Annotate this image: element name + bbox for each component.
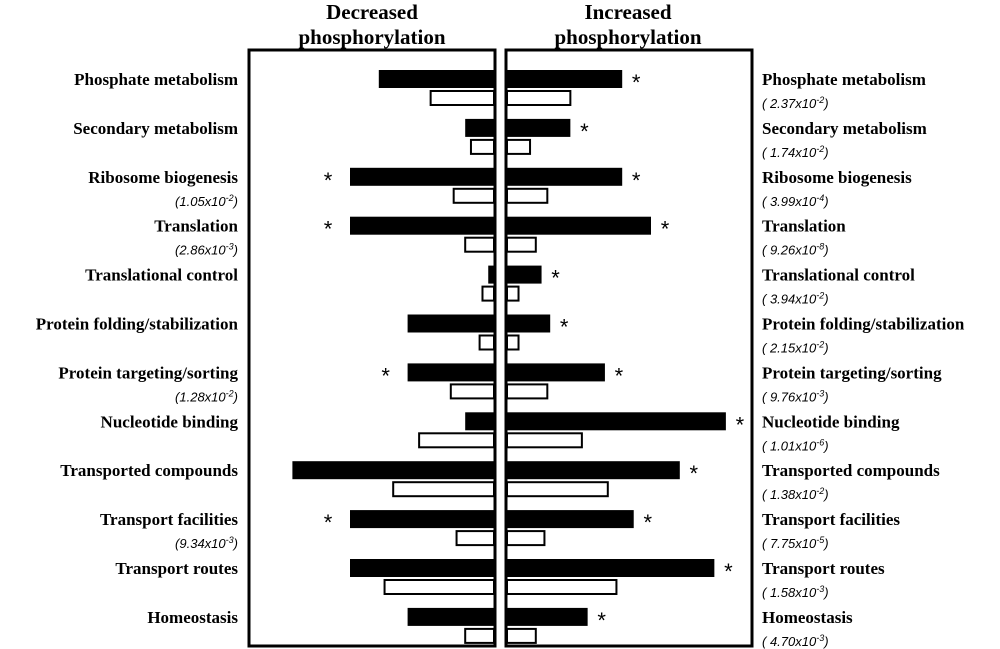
left-pvalue: $(1.28x10^{-2})$ (175, 388, 238, 405)
left-expected-bar (393, 482, 494, 496)
left-significance-marker: * (381, 363, 390, 389)
left-expected-bar (465, 629, 494, 643)
left-category-label: Transported compounds (60, 461, 238, 481)
right-category-label: Transport facilities (762, 510, 901, 530)
right-observed-bar (507, 217, 651, 235)
left-observed-bar (350, 510, 494, 528)
right-observed-bar (507, 608, 588, 626)
right-pvalue: ( $3.94x10^{-2}$) (762, 290, 829, 307)
left-observed-bar (465, 119, 494, 137)
right-expected-bar (507, 91, 570, 105)
left-category-label: Secondary metabolism (73, 118, 238, 138)
right-expected-bar (507, 580, 616, 594)
left-category-label: Protein targeting/sorting (58, 363, 238, 383)
right-category-label: Translation (762, 216, 846, 236)
left-pvalue: $(2.86x10^{-3})$ (175, 241, 238, 258)
left-expected-bar (431, 91, 494, 105)
right-expected-bar (507, 238, 536, 252)
right-observed-bar (507, 510, 634, 528)
left-significance-marker: * (323, 216, 333, 242)
right-significance-marker: * (559, 314, 569, 340)
right-category-label: Translational control (762, 265, 915, 285)
right-significance-marker: * (551, 265, 560, 291)
right-significance-marker: * (597, 607, 606, 633)
left-expected-bar (457, 531, 494, 545)
left-header-line2: phosphorylation (298, 25, 446, 49)
right-significance-marker: * (631, 70, 641, 95)
right-category-label: Transported compounds (762, 461, 940, 481)
right-pvalue: ( $4.70x10^{-3}$) (762, 632, 829, 649)
left-expected-bar (385, 580, 494, 594)
right-pvalue: ( $2.15x10^{-2}$) (762, 339, 829, 356)
left-observed-bar (488, 266, 494, 284)
right-expected-bar (507, 189, 547, 203)
left-category-label: Transport facilities (99, 510, 238, 530)
right-expected-bar (507, 531, 544, 545)
left-category-label: Nucleotide binding (100, 412, 238, 432)
left-category-label: Protein folding/stabilization (35, 314, 238, 334)
left-expected-bar (482, 287, 494, 301)
left-category-label: Translation (154, 216, 238, 236)
right-pvalue: ( $7.75x10^{-5}$) (762, 535, 829, 552)
left-significance-marker: * (323, 167, 333, 193)
left-significance-marker: * (323, 510, 333, 536)
right-expected-bar (507, 336, 519, 350)
right-observed-bar (507, 168, 622, 186)
right-observed-bar (507, 363, 605, 381)
right-pvalue: ( $9.76x10^{-3}$) (762, 388, 829, 405)
right-category-label: Protein targeting/sorting (762, 363, 942, 383)
right-significance-marker: * (580, 118, 589, 144)
right-panel-frame (506, 50, 752, 646)
right-expected-bar (507, 629, 536, 643)
right-category-label: Phosphate metabolism (762, 70, 926, 89)
right-observed-bar (507, 461, 680, 479)
right-expected-bar (507, 140, 530, 154)
left-category-label: Ribosome biogenesis (88, 167, 238, 187)
left-category-label: Translational control (85, 265, 238, 285)
left-expected-bar (465, 238, 494, 252)
left-observed-bar (408, 363, 494, 381)
right-significance-marker: * (614, 363, 624, 389)
left-pvalue: $(9.34x10^{-3})$ (175, 535, 238, 552)
left-category-label: Phosphate metabolism (74, 70, 238, 89)
left-observed-bar (350, 217, 494, 235)
right-header-line2: phosphorylation (554, 25, 702, 49)
right-pvalue: ( $1.74x10^{-2}$) (762, 143, 829, 160)
left-expected-bar (451, 384, 494, 398)
right-category-label: Secondary metabolism (762, 118, 927, 138)
left-observed-bar (408, 608, 494, 626)
left-observed-bar (379, 70, 494, 88)
right-observed-bar (507, 266, 542, 284)
right-category-label: Nucleotide binding (762, 412, 900, 432)
right-category-label: Ribosome biogenesis (762, 167, 912, 187)
right-significance-marker: * (724, 559, 733, 584)
right-significance-marker: * (689, 461, 699, 487)
right-observed-bar (507, 412, 726, 430)
left-header-line1: Decreased (326, 0, 418, 24)
left-category-label: Transport routes (115, 559, 238, 578)
left-panel-frame (249, 50, 495, 646)
left-expected-bar (454, 189, 494, 203)
right-expected-bar (507, 384, 547, 398)
right-observed-bar (507, 70, 622, 88)
right-expected-bar (507, 433, 582, 447)
right-category-label: Protein folding/stabilization (762, 314, 965, 334)
right-significance-marker: * (735, 412, 745, 438)
left-category-label: Homeostasis (147, 607, 238, 627)
right-pvalue: ( $2.37x10^{-2}$) (762, 95, 829, 111)
right-header-line1: Increased (584, 0, 672, 24)
right-significance-marker: * (660, 216, 670, 242)
right-pvalue: ( $9.26x10^{-8}$) (762, 241, 829, 258)
panel-headers (298, 0, 701, 49)
right-pvalue: ( $3.99x10^{-4}$) (762, 192, 829, 209)
right-pvalue: ( $1.38x10^{-2}$) (762, 486, 829, 503)
right-category-label: Homeostasis (762, 607, 853, 627)
left-pvalue: $(1.05x10^{-2})$ (175, 192, 238, 209)
right-observed-bar (507, 315, 550, 333)
right-expected-bar (507, 482, 608, 496)
right-pvalue: ( $1.01x10^{-6}$) (762, 437, 829, 454)
right-observed-bar (507, 119, 570, 137)
right-significance-marker: * (643, 510, 653, 536)
chart-marks (36, 70, 965, 649)
right-expected-bar (507, 287, 519, 301)
left-expected-bar (471, 140, 494, 154)
right-category-label: Transport routes (762, 559, 885, 578)
left-observed-bar (350, 559, 494, 577)
left-observed-bar (350, 168, 494, 186)
right-observed-bar (507, 559, 714, 577)
right-pvalue: ( $1.58x10^{-3}$) (762, 584, 829, 600)
left-expected-bar (480, 336, 494, 350)
left-observed-bar (465, 412, 494, 430)
left-observed-bar (408, 315, 494, 333)
left-observed-bar (292, 461, 494, 479)
right-significance-marker: * (631, 167, 641, 193)
left-expected-bar (419, 433, 494, 447)
